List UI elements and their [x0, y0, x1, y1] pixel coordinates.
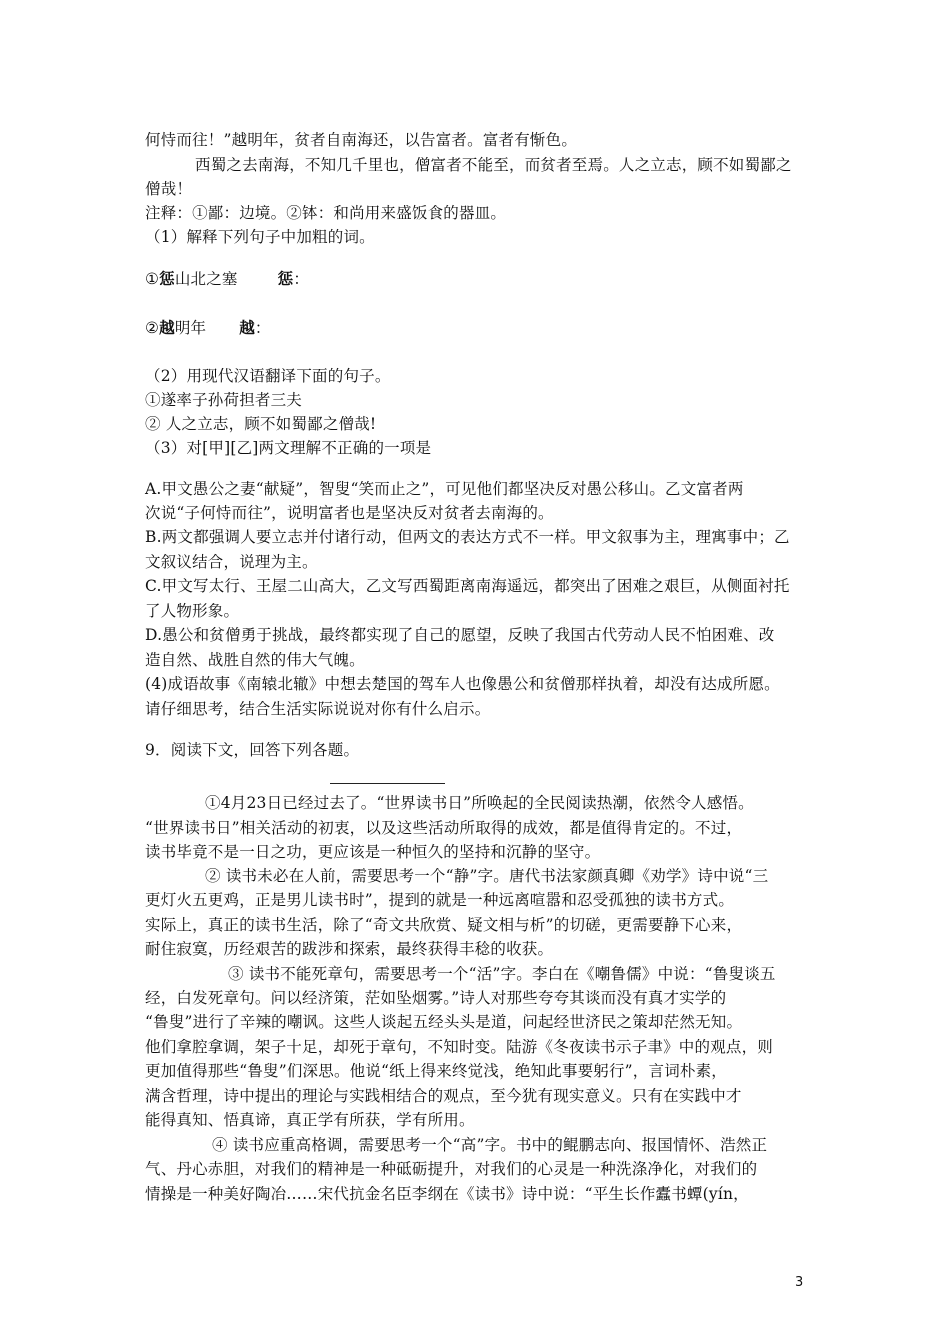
separator-line: [330, 783, 445, 784]
essay-paragraph-2-line: 耐住寂寞，历经艰苦的跋涉和探索，最终获得丰稔的收获。: [145, 940, 554, 958]
item-text: 明年: [174, 319, 207, 337]
option-b-line: B.两文都强调人要立志并付诸行动，但两文的表达方式不一样。甲文叙事为主，理寓事中；乙: [145, 528, 790, 546]
item-text: 山北之塞: [174, 270, 238, 288]
option-b-line: 文叙议结合，说理为主。: [145, 553, 318, 571]
option-c-line: C.甲文写太行、王屋二山高大，乙文写西蜀距离南海遥远，都突出了困难之艰巨，从侧面衬托: [145, 577, 790, 595]
essay-paragraph-3-line: 更加值得那些“鲁叟”们深思。他说“纸上得来终觉浅，绝知此事要躬行”，言词朴素，: [145, 1062, 727, 1080]
essay-paragraph-3-line: “鲁叟”进行了辛辣的嘲讽。这些人谈起五经头头是道，问起经世济民之策却茫然无知。: [145, 1013, 743, 1031]
essay-paragraph-3-line: 能得真知、悟真谛，真正学有所获，学有所用。: [145, 1111, 475, 1129]
essay-paragraph-3-line: 经，白发死章句。问以经济策，茫如坠烟雾。”诗人对那些夸夸其谈而没有真才实学的: [145, 989, 727, 1007]
answer-colon: ：: [254, 319, 271, 337]
option-a-line: A.甲文愚公之妻“献疑”，智叟“笑而止之”，可见他们都坚决反对愚公移山。乙文富者两: [145, 480, 744, 498]
bold-word: 越: [159, 318, 175, 337]
item-number: ②: [145, 319, 160, 337]
essay-paragraph-2-line: 实际上，真正的读书生活，除了“奇文共欣赏、疑文相与析”的切磋，更需要静下心来，: [145, 916, 743, 934]
essay-paragraph-1-line: 读书毕竟不是一日之功，更应该是一种恒久的坚持和沉静的坚守。: [145, 843, 601, 861]
classical-text-line: 西蜀之去南海，不知几千里也，僧富者不能至，而贫者至焉。人之立志，顾不如蜀鄙之: [195, 156, 792, 174]
classical-text-line: 何恃而往！”越明年，贫者自南海还，以告富者。富者有惭色。: [145, 131, 578, 149]
page-number: 3: [795, 1275, 804, 1290]
question-1-item-2: [145, 320, 271, 337]
option-d-line: 造自然、战胜自然的伟大气魄。: [145, 651, 365, 669]
essay-paragraph-1-line: “世界读书日”相关活动的初衷，以及这些活动所取得的成效，都是值得肯定的。不过，: [145, 819, 743, 837]
answer-word: 惩: [277, 269, 294, 288]
item-number: ①: [145, 270, 160, 288]
essay-paragraph-4-line: 气、丹心赤胆，对我们的精神是一种砥砺提升，对我们的心灵是一种洗涤净化，对我们的: [145, 1160, 758, 1178]
option-d-line: D.愚公和贫僧勇于挑战，最终都实现了自己的愿望，反映了我国古代劳动人民不怕困难、改: [145, 626, 775, 644]
bold-word: 惩: [159, 269, 175, 288]
classical-text-line: 僧哉！: [145, 180, 193, 198]
question-4-line: 请仔细思考，结合生活实际说说对你有什么启示。: [145, 700, 491, 718]
essay-paragraph-3-line: 满含哲理，诗中提出的理论与实践相结合的观点，至今犹有现实意义。只有在实践中才: [145, 1087, 742, 1105]
essay-paragraph-3-line: ③ 读书不能死章句，需要思考一个“活”字。李白在《嘲鲁儒》中说：“鲁叟谈五: [228, 965, 776, 983]
essay-paragraph-2-line: 更灯火五更鸡，正是男儿读书时”，提到的就是一种远离喧嚣和忍受孤独的读书方式。: [145, 891, 735, 909]
question-2-sentence-2: ② 人之立志，顾不如蜀鄙之僧哉!: [145, 415, 377, 433]
essay-paragraph-2-line: ② 读书未必在人前，需要思考一个“静”字。唐代书法家颜真卿《劝学》诗中说“三: [205, 867, 769, 885]
essay-paragraph-4-line: ④ 读书应重高格调，需要思考一个“高”字。书中的鲲鹏志向、报国情怀、浩然正: [212, 1136, 768, 1154]
question-2-sentence-1: ①遂率子孙荷担者三夫: [145, 391, 303, 409]
question-1-prompt: （1）解释下列句子中加粗的词。: [145, 228, 375, 246]
question-3-prompt: （3）对[甲][乙]两文理解不正确的一项是: [145, 439, 432, 457]
question-2-prompt: （2）用现代汉语翻译下面的句子。: [145, 367, 391, 385]
question-1-item-1: [145, 271, 309, 288]
option-c-line: 了人物形象。: [145, 602, 240, 620]
answer-word: 越: [239, 318, 255, 337]
essay-paragraph-3-line: 他们拿腔拿调，架子十足，却死于章句，不知时变。陆游《冬夜读书示子聿》中的观点，则: [145, 1038, 774, 1056]
notes-line: 注释：①鄙：边境。②钵：和尚用来盛饭食的器皿。: [145, 204, 507, 222]
answer-colon: ：: [293, 270, 310, 288]
essay-paragraph-4-line: 情操是一种美好陶冶……宋代抗金名臣李纲在《读书》诗中说：“平生长作蠹书蟫(yín，: [145, 1185, 749, 1203]
essay-paragraph-1-line: ①4月23日已经过去了。“世界读书日”所唤起的全民阅读热潮，依然令人感悟。: [205, 794, 754, 812]
option-a-line: 次说“子何恃而往”，说明富者也是坚决反对贫者去南海的。: [145, 504, 554, 522]
question-4-line: (4)成语故事《南辕北辙》中想去楚国的驾车人也像愚公和贫僧那样执着，却没有达成所愿。: [145, 675, 780, 693]
question-9-title: 9．阅读下文，回答下列各题。: [145, 741, 360, 759]
